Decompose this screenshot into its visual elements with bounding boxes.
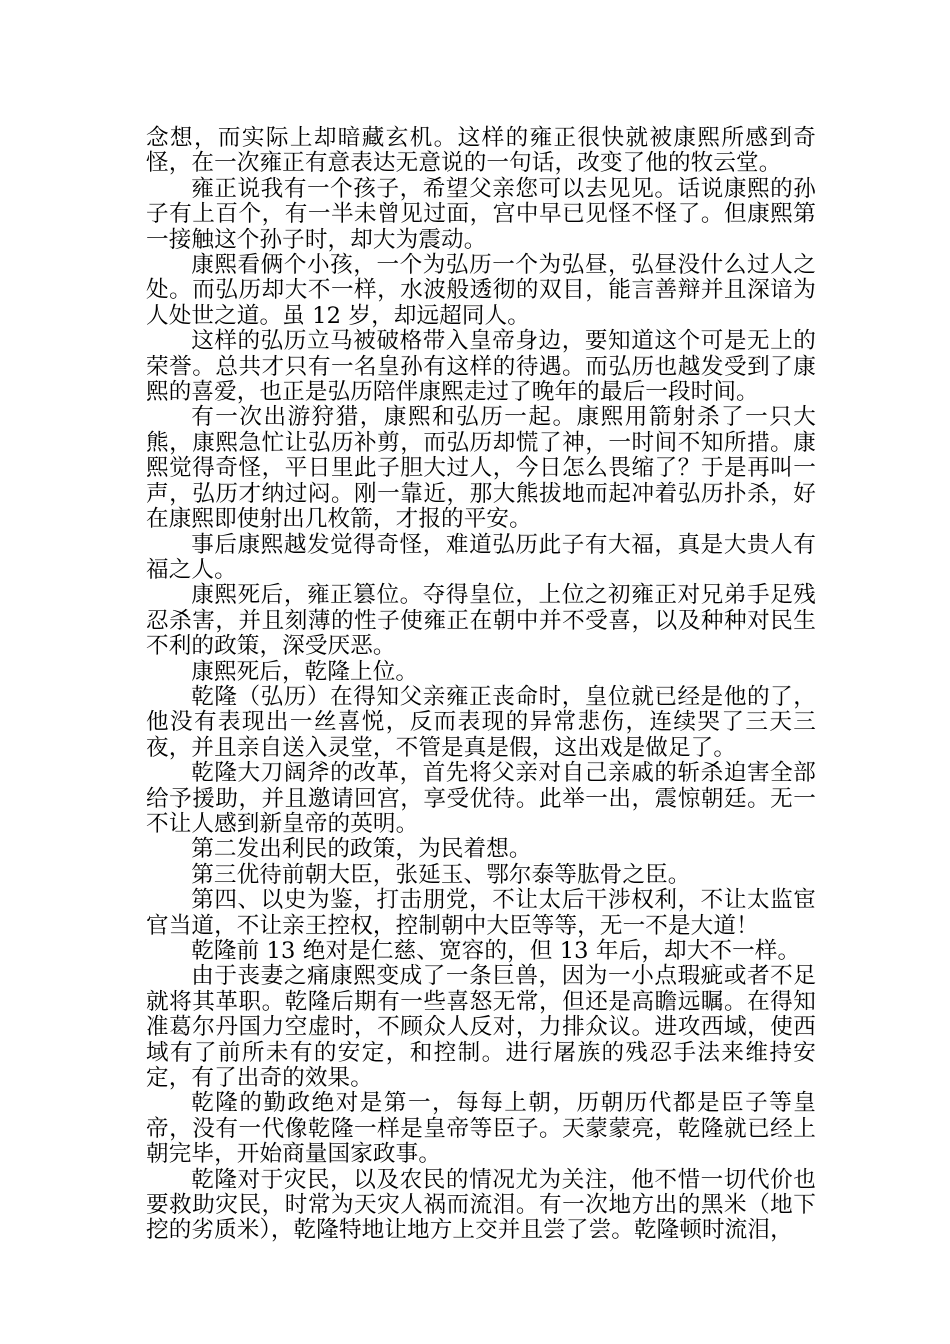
paragraph: 这样的弘历立马被破格带入皇帝身边，要知道这个可是无上的荣誉。总共才只有一名皇孙有这样的待遇。而弘历也越发受到了康熙的喜爱，也正是弘历陪伴康熙走过了晚年的最后一段时间。 xyxy=(146,328,816,406)
paragraph: 有一次出游狩猎，康熙和弘历一起。康熙用箭射杀了一只大熊，康熙急忙让弘历补剪，而弘历却慌了神，一时间不知所措。康熙觉得奇怪，平日里此子胆大过人，今日怎么畏缩了？于是再叫一声，弘历才纳过闷。刚一靠近，那大熊拔地而起冲着弘历扑杀，好在康熙即使射出几枚箭，才报的平安。 xyxy=(146,404,816,533)
paragraph: 乾隆（弘历）在得知父亲雍正丧命时，皇位就已经是他的了，他没有表现出一丝喜悦，反而表现的异常悲伤，连续哭了三天三夜，并且亲自送入灵堂，不管是真是假，这出戏是做足了。 xyxy=(146,683,816,761)
paragraph: 康熙死后，雍正篡位。夺得皇位，上位之初雍正对兄弟手足残忍杀害，并且刻薄的性子使雍正在朝中并不受喜，以及种种对民生不利的政策，深受厌恶。 xyxy=(146,582,816,660)
paragraph: 乾隆大刀阔斧的改革，首先将父亲对自己亲戚的斩杀迫害全部给予援助，并且邀请回宫，享受优待。此举一出，震惊朝廷。无一不让人感到新皇帝的英明。 xyxy=(146,760,816,837)
paragraph: 乾隆的勤政绝对是第一，每每上朝，历朝历代都是臣子等皇帝，没有一代像乾隆一样是皇帝等臣子。天蒙蒙亮，乾隆就已经上朝完毕，开始商量国家政事。 xyxy=(146,1090,816,1168)
paragraph: 乾隆对于灾民，以及农民的情况尤为关注，他不惜一切代价也要救助灾民，时常为天灾人祸而流泪。有一次地方出的黑米（地下挖的劣质米），乾隆特地让地方上交并且尝了尝。乾隆顿时流泪， xyxy=(146,1166,816,1244)
paragraph: 念想，而实际上却暗藏玄机。这样的雍正很快就被康熙所感到奇怪，在一次雍正有意表达无意说的一句话，改变了他的牧云堂。 xyxy=(146,125,816,177)
paragraph: 事后康熙越发觉得奇怪，难道弘历此子有大福，真是大贵人有福之人。 xyxy=(146,531,816,583)
paragraph: 第四、以史为鉴，打击朋党，不让太后干涉权利，不让太监宦官当道，不让亲王控权，控制朝中大臣等等，无一不是大道！ xyxy=(146,887,816,939)
paragraph: 第二发出利民的政策，为民着想。 xyxy=(191,836,532,863)
paragraph: 乾隆前 13 绝对是仁慈、宽容的，但 13 年后，却大不一样。 xyxy=(191,938,801,964)
paragraph: 雍正说我有一个孩子，希望父亲您可以去见见。话说康熙的孙子有上百个，有一半未曾见过面，宫中早已见怪不怪了。但康熙第一接触这个孙子时，却大为震动。 xyxy=(146,175,816,253)
paragraph: 康熙看俩个小孩，一个为弘历一个为弘昼，弘昼没什么过人之处。而弘历却大不一样，水波般透彻的双目，能言善辩并且深谙为人处世之道。虽 12 岁，却远超同人。 xyxy=(146,252,816,329)
paragraph: 由于丧妻之痛康熙变成了一条巨兽，因为一小点瑕疵或者不足就将其革职。乾隆后期有一些喜怒无常，但还是高瞻远瞩。在得知准葛尔丹国力空虚时，不顾众人反对，力排众议。进攻西域，使西域有了前所未有的安定，和控制。进行屠族的残忍手法来维持安定，有了出奇的效果。 xyxy=(146,963,816,1092)
paragraph: 康熙死后，乾隆上位。 xyxy=(191,658,419,685)
paragraph: 第三优待前朝大臣，张延玉、鄂尔泰等肱骨之臣。 xyxy=(191,861,691,888)
document-body xyxy=(146,126,816,1244)
